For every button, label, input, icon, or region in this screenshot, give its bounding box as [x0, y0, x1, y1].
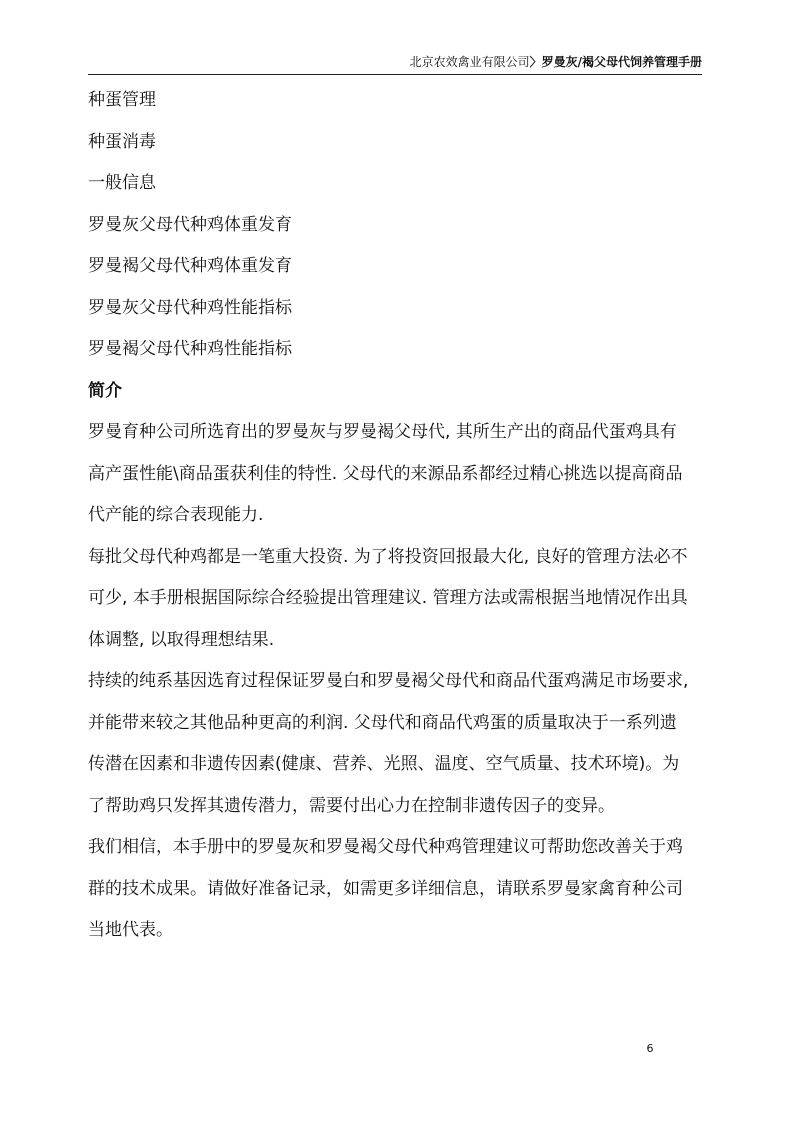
- toc-item-egg-management: 种蛋管理: [88, 90, 156, 110]
- paragraph-line: 罗曼育种公司所选育出的罗曼灰与罗曼褐父母代, 其所生产出的商品代蛋鸡具有: [88, 422, 677, 442]
- page-number: 6: [646, 1042, 654, 1055]
- paragraph-line: 当地代表。: [88, 920, 173, 940]
- paragraph-line: 我们相信，本手册中的罗曼灰和罗曼褐父母代种鸡管理建议可帮助您改善关于鸡: [88, 837, 683, 857]
- toc-item-grey-weight: 罗曼灰父母代种鸡体重发育: [88, 214, 292, 235]
- paragraph-line: 体调整, 以取得理想结果.: [88, 629, 275, 650]
- toc-item-egg-disinfection: 种蛋消毒: [88, 131, 156, 152]
- paragraph-4: [88, 827, 748, 952]
- paragraph-line: 传潜在因素和非遗传因素(健康、营养、光照、温度、空气质量、技术环境)。为: [88, 754, 680, 774]
- paragraph-line: 每批父母代种鸡都是一笔重大投资. 为了将投资回报最大化, 良好的管理方法必不: [88, 546, 688, 567]
- paragraph-3: [88, 661, 748, 827]
- page-content: [88, 80, 748, 952]
- paragraph-line: 高产蛋性能\商品蛋获利佳的特性. 父母代的来源品系都经过精心挑选以提高商品: [88, 463, 683, 484]
- toc-item-brown-weight: 罗曼褐父母代种鸡体重发育: [88, 256, 292, 276]
- paragraph-2: [88, 537, 748, 662]
- paragraph-line: 并能带来较之其他品种更高的利润. 父母代和商品代鸡蛋的质量取决于一系列遗: [88, 712, 677, 733]
- page-header: [88, 52, 702, 75]
- header-company: 北京农效禽业有限公司: [409, 55, 530, 69]
- paragraph-line: 代产能的综合表现能力.: [88, 505, 264, 525]
- paragraph-line: 可少, 本手册根据国际综合经验提出管理建议. 管理方法或需根据当地情况作出具: [88, 588, 688, 608]
- toc-item-grey-performance: 罗曼灰父母代种鸡性能指标: [88, 297, 292, 318]
- paragraph-1: [88, 412, 748, 537]
- paragraph-line: 持续的纯系基因选育过程保证罗曼白和罗曼褐父母代和商品代蛋鸡满足市场要求,: [88, 671, 689, 691]
- toc-item-general-info: 一般信息: [88, 173, 156, 193]
- header-separator: 〉: [529, 55, 542, 69]
- section-title-introduction: 简介: [88, 380, 122, 401]
- header-manual-title: 罗曼灰/褐父母代饲养管理手册: [541, 55, 702, 69]
- paragraph-line: 群的技术成果。请做好准备记录，如需更多详细信息，请联系罗曼家禽育种公司: [88, 878, 683, 899]
- toc-item-brown-performance: 罗曼褐父母代种鸡性能指标: [88, 339, 292, 359]
- paragraph-line: 了帮助鸡只发挥其遗传潜力，需要付出心力在控制非遗传因子的变异。: [88, 795, 615, 816]
